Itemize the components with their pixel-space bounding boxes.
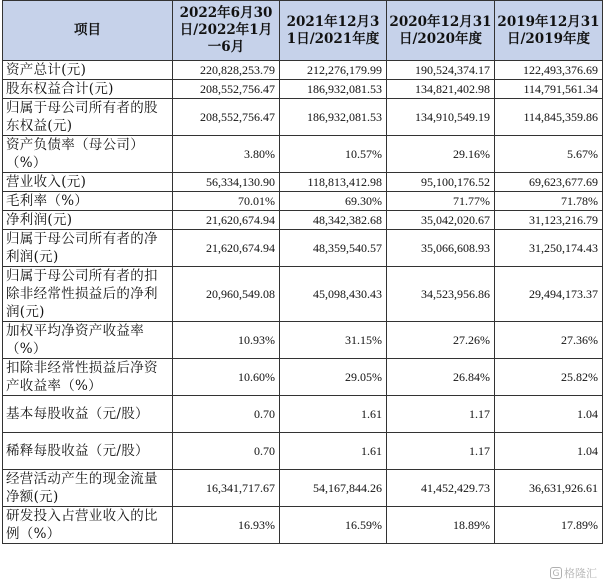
row-value: 29.16% [387, 136, 495, 173]
row-value: 29.05% [280, 359, 387, 396]
table-row [3, 192, 603, 211]
row-value: 31.15% [280, 322, 387, 359]
row-value: 54,167,844.26 [280, 470, 387, 507]
row-value: 56,334,130.90 [173, 173, 280, 192]
table-row [3, 359, 603, 396]
row-value: 186,932,081.53 [280, 80, 387, 99]
row-label: 营业收入(元) [3, 173, 173, 192]
row-value: 16.59% [280, 507, 387, 544]
row-label: 资产总计(元) [3, 61, 173, 80]
header-2020: 2020年12月31日/2020年度 [387, 1, 495, 61]
row-value: 17.89% [495, 507, 603, 544]
table-row [3, 470, 603, 507]
row-label: 归属于母公司所有者的扣除非经常性损益后的净利润(元) [3, 267, 173, 322]
row-value: 0.70 [173, 433, 280, 470]
row-value: 29,494,173.37 [495, 267, 603, 322]
table-row [3, 433, 603, 470]
table-row [3, 61, 603, 80]
row-label: 经营活动产生的现金流量净额(元) [3, 470, 173, 507]
table-row [3, 322, 603, 359]
row-value: 0.70 [173, 396, 280, 433]
row-value: 26.84% [387, 359, 495, 396]
row-value: 16.93% [173, 507, 280, 544]
row-value: 45,098,430.43 [280, 267, 387, 322]
header-2022h1: 2022年6月30日/2022年1月一6月 [173, 1, 280, 61]
table-body [3, 61, 603, 544]
header-2021: 2021年12月31日/2021年度 [280, 1, 387, 61]
row-value: 134,910,549.19 [387, 99, 495, 136]
row-value: 10.60% [173, 359, 280, 396]
row-value: 27.26% [387, 322, 495, 359]
row-value: 190,524,374.17 [387, 61, 495, 80]
table-row [3, 396, 603, 433]
table-row [3, 267, 603, 322]
financial-data-table [2, 0, 603, 544]
row-value: 20,960,549.08 [173, 267, 280, 322]
table-row [3, 507, 603, 544]
row-value: 41,452,429.73 [387, 470, 495, 507]
row-value: 1.61 [280, 396, 387, 433]
row-value: 69.30% [280, 192, 387, 211]
row-value: 48,359,540.57 [280, 230, 387, 267]
row-label: 稀释每股收益（元/股） [3, 433, 173, 470]
row-value: 18.89% [387, 507, 495, 544]
row-value: 186,932,081.53 [280, 99, 387, 136]
row-value: 1.61 [280, 433, 387, 470]
row-value: 71.77% [387, 192, 495, 211]
row-value: 134,821,402.98 [387, 80, 495, 99]
row-value: 34,523,956.86 [387, 267, 495, 322]
row-label: 资产负债率（母公司）（%） [3, 136, 173, 173]
row-value: 114,791,561.34 [495, 80, 603, 99]
row-value: 10.57% [280, 136, 387, 173]
row-value: 10.93% [173, 322, 280, 359]
row-value: 35,066,608.93 [387, 230, 495, 267]
row-value: 1.04 [495, 433, 603, 470]
row-value: 16,341,717.67 [173, 470, 280, 507]
table-row [3, 136, 603, 173]
watermark-text: 格隆汇 [564, 567, 597, 580]
row-label: 净利润(元) [3, 211, 173, 230]
row-label: 研发投入占营业收入的比例（%） [3, 507, 173, 544]
header-2019: 2019年12月31日/2019年度 [495, 1, 603, 61]
row-label: 归属于母公司所有者的净利润(元) [3, 230, 173, 267]
row-value: 69,623,677.69 [495, 173, 603, 192]
row-value: 36,631,926.61 [495, 470, 603, 507]
row-value: 1.04 [495, 396, 603, 433]
row-value: 208,552,756.47 [173, 80, 280, 99]
table-row [3, 211, 603, 230]
row-value: 25.82% [495, 359, 603, 396]
row-value: 122,493,376.69 [495, 61, 603, 80]
row-value: 21,620,674.94 [173, 211, 280, 230]
row-value: 118,813,412.98 [280, 173, 387, 192]
row-value: 95,100,176.52 [387, 173, 495, 192]
row-value: 3.80% [173, 136, 280, 173]
row-label: 归属于母公司所有者的股东权益(元) [3, 99, 173, 136]
row-value: 27.36% [495, 322, 603, 359]
row-value: 31,250,174.43 [495, 230, 603, 267]
table-row [3, 99, 603, 136]
row-value: 71.78% [495, 192, 603, 211]
row-value: 70.01% [173, 192, 280, 211]
row-value: 1.17 [387, 433, 495, 470]
row-label: 扣除非经常性损益后净资产收益率（%） [3, 359, 173, 396]
row-value: 1.17 [387, 396, 495, 433]
row-value: 21,620,674.94 [173, 230, 280, 267]
header-row [3, 1, 603, 61]
row-label: 基本每股收益（元/股） [3, 396, 173, 433]
row-value: 114,845,359.86 [495, 99, 603, 136]
row-label: 毛利率（%） [3, 192, 173, 211]
table-row [3, 173, 603, 192]
row-value: 31,123,216.79 [495, 211, 603, 230]
row-value: 5.67% [495, 136, 603, 173]
watermark [548, 565, 599, 581]
row-value: 212,276,179.99 [280, 61, 387, 80]
row-label: 加权平均净资产收益率（%） [3, 322, 173, 359]
table-row [3, 80, 603, 99]
row-value: 35,042,020.67 [387, 211, 495, 230]
row-value: 208,552,756.47 [173, 99, 280, 136]
row-value: 220,828,253.79 [173, 61, 280, 80]
gelonghui-logo-icon: G [550, 567, 562, 579]
table-row [3, 230, 603, 267]
row-value: 48,342,382.68 [280, 211, 387, 230]
header-item: 项目 [3, 1, 173, 61]
row-label: 股东权益合计(元) [3, 80, 173, 99]
